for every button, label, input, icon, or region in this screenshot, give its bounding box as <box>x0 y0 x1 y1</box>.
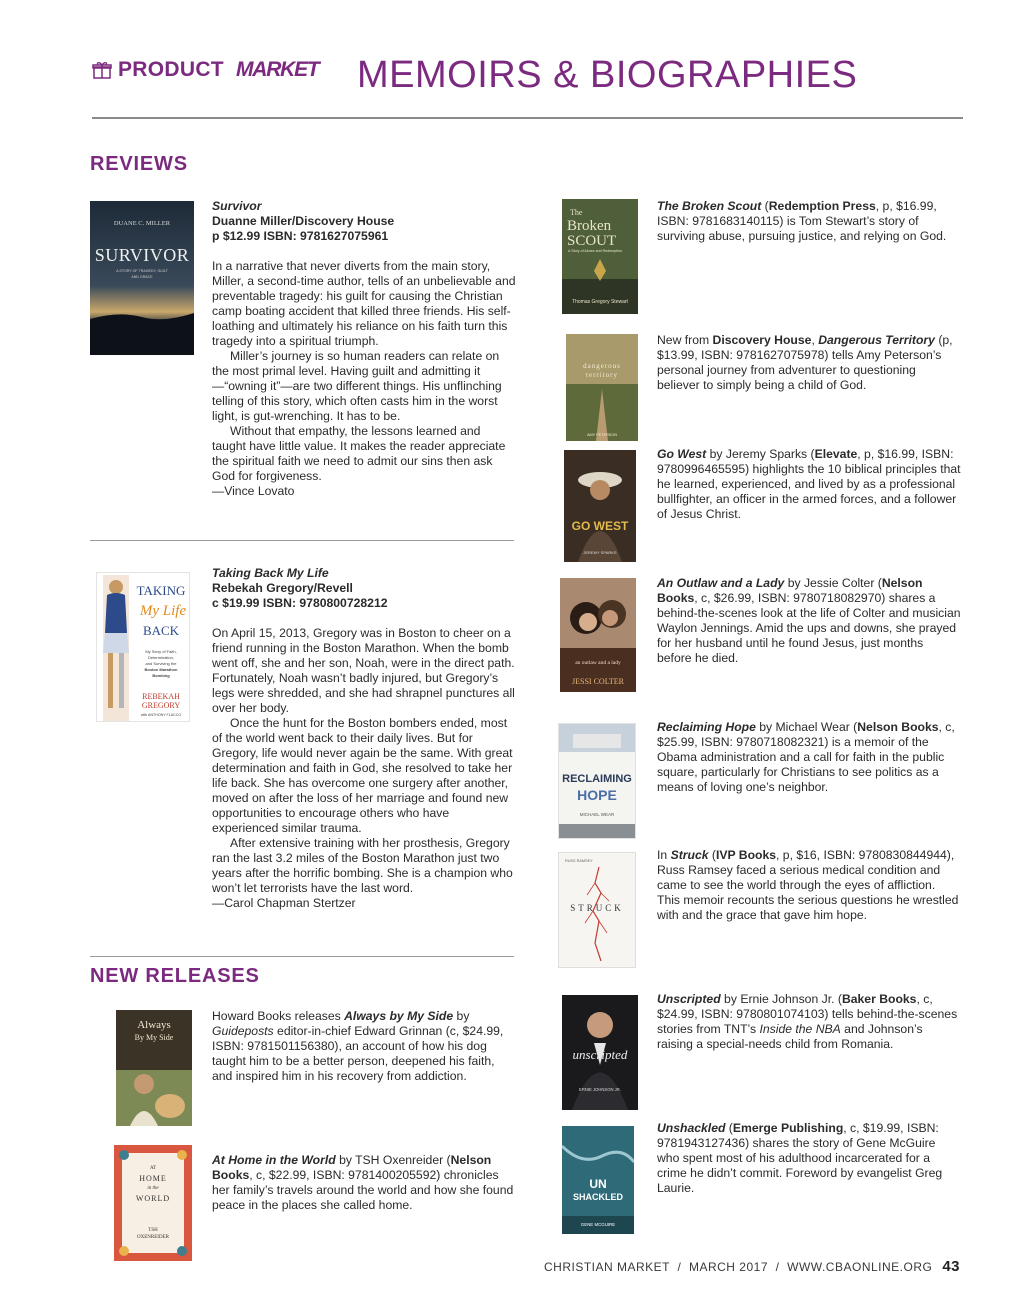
taking-back-cover-a2: GREGORY <box>141 701 181 710</box>
review-survivor-author: Duanne Miller/Discovery House <box>212 214 395 228</box>
taking-back-cover <box>96 572 190 722</box>
header-logo <box>92 58 319 82</box>
review-survivor-p1: In a narrative that never diverts from the main story, Miller, a second-time author, tells of an unbelievable and preventable tragedy: his guilt for causing the Christian camp boating accident that killed three friends. His self-loathing and ultimately his reliance on his faith turn this tragedy into a spiritual triumph. <box>212 259 516 348</box>
release-reclaiming-title: Reclaiming Hope <box>657 720 756 734</box>
release-broken-scout-open: ( <box>761 199 769 213</box>
release-struck-rest: , p, $16, ISBN: 9780830844944), Russ Ramsey faced a serious medical condition and came to see the world through the eyes of affliction. This memoir recounts the serious questions he wrestled with and the grace that gave him hope. <box>657 848 959 922</box>
release-unscripted-title: Unscripted <box>657 992 721 1006</box>
struck-cover-title: STRUCK <box>570 903 624 913</box>
struck-cover <box>558 852 636 968</box>
release-struck <box>657 848 961 923</box>
release-reclaiming-pub: Nelson Books <box>857 720 939 734</box>
release-broken-scout-pub: Redemption Press <box>768 199 876 213</box>
review-taking-back-title: Taking Back My Life <box>212 566 329 580</box>
release-dangerous-lead: New from <box>657 333 713 347</box>
dangerous-territory-cover-t2: territory <box>586 371 618 379</box>
survivor-cover-subtitle: A STORY OF TRAGEDY, GUILT <box>116 269 168 273</box>
release-dangerous-sep: , <box>811 333 819 347</box>
release-unscripted <box>657 992 961 1052</box>
release-go-west-title: Go West <box>657 447 707 461</box>
review-taking-back-p3: After extensive training with her prosthesis, Gregory ran the last 3.2 miles of the Boston Marathon just two years after the horrific bombing. She is a champion who won’t let terrorists have the last word. <box>212 836 513 895</box>
release-go-west-by: by Jeremy Sparks ( <box>706 447 815 461</box>
reclaiming-hope-cover-t2: HOPE <box>577 787 617 803</box>
unscripted-cover-title: unscripted <box>572 1047 628 1062</box>
outlaw-cover-title: an outlaw and a lady <box>575 660 621 666</box>
release-reclaiming-rest: , c, $25.99, ISBN: 9780718082321) is a memoir of the Obama administration and a call for faith in the public square, particularly for Christians to see politics as a means of loving one’s neighbor. <box>657 720 955 794</box>
at-home-cover-t1: AT <box>149 1166 157 1171</box>
release-broken-scout <box>657 199 961 244</box>
dangerous-territory-cover-author: AMY PETERSON <box>586 433 618 437</box>
survivor-cover-title: SURVIVOR <box>94 245 190 265</box>
release-dangerous-pub: Discovery House <box>712 333 812 347</box>
survivor-cover-author: DUANE C. MILLER <box>113 220 171 227</box>
release-struck-pub: IVP Books <box>715 848 777 862</box>
review-taking-back-reviewer: —Carol Chapman Stertzer <box>212 896 356 910</box>
always-cover <box>116 1010 192 1126</box>
footer-text: CHRISTIAN MARKET / MARCH 2017 / WWW.CBAONLINE.ORG <box>544 1260 933 1274</box>
logo-market: MARKET <box>235 58 319 81</box>
taking-back-cover-b3: and Surviving the <box>145 661 177 666</box>
release-reclaiming <box>657 720 961 795</box>
at-home-cover <box>114 1145 192 1261</box>
reviews-heading: REVIEWS <box>90 153 188 175</box>
review-survivor-p3: Without that empathy, the lessons learned and taught have little value. It makes the reader appreciate the spiritual faith we need to admit our sins then ask God for forgiveness. <box>212 424 506 483</box>
release-struck-title: Struck <box>670 848 709 862</box>
release-unscripted-pub: Baker Books <box>841 992 917 1006</box>
release-outlaw-rest: , c, $26.99, ISBN: 9780718082970) shares a behind-the-scenes look at the life of Colter and musician Waylon Jennings. Amid the ups and downs, she prayed for her husband until he found Jesus, just months before he died. <box>657 591 961 665</box>
review-survivor <box>212 199 516 499</box>
release-unshackled-rest: , c, $19.99, ISBN: 9781943127436) shares the story of Gene McGuire who spent most of his adulthood incarcerated for a crime he didn’t commit. Foreword by evangelist Greg Laurie. <box>657 1121 943 1195</box>
release-outlaw <box>657 576 961 666</box>
reclaiming-hope-cover-t1: RECLAIMING <box>562 773 632 785</box>
review-taking-back-author: Rebekah Gregory/Revell <box>212 581 353 595</box>
release-struck-lead: In <box>657 848 671 862</box>
outlaw-cover-author: JESSI COLTER <box>572 677 624 686</box>
taking-back-cover-t1: TAKING <box>136 583 186 598</box>
release-reclaiming-by: by Michael Wear ( <box>755 720 858 734</box>
release-unshackled-open: ( <box>725 1121 733 1135</box>
release-always-lead: Howard Books releases <box>212 1009 345 1023</box>
at-home-cover-t6: OXENREIDER <box>137 1235 169 1240</box>
page-title: MEMOIRS & BIOGRAPHIES <box>357 54 858 96</box>
release-go-west-pub: Elevate <box>814 447 858 461</box>
new-releases-heading: NEW RELEASES <box>90 965 260 987</box>
reclaiming-hope-cover-author: MICHAEL WEAR <box>579 812 615 817</box>
go-west-cover-title: GO WEST <box>571 519 629 533</box>
always-cover-t1: Always <box>137 1019 171 1031</box>
release-unscripted-rest: and Johnson’s raising a special-needs child from Romania. <box>657 1022 923 1051</box>
unshackled-cover <box>562 1126 634 1234</box>
gift-icon <box>92 60 112 80</box>
release-dangerous-title: Dangerous Territory <box>818 333 935 347</box>
release-at-home-by: by TSH Oxenreider ( <box>335 1153 451 1167</box>
release-outlaw-title: An Outlaw and a Lady <box>657 576 785 590</box>
release-broken-scout-title: The Broken Scout <box>657 199 762 213</box>
release-always <box>212 1009 516 1084</box>
taking-back-cover-b4: Boston Marathon <box>144 667 178 672</box>
release-dangerous-rest: (p, $13.99, ISBN: 9781627075978) tells Amy Peterson’s personal journey from adventurer to questioning believer to simply being a child of God. <box>657 333 953 392</box>
page-footer <box>544 1258 960 1275</box>
at-home-cover-t4: WORLD <box>135 1194 171 1203</box>
review-divider <box>90 540 514 541</box>
release-outlaw-by: by Jessie Colter ( <box>784 576 882 590</box>
header-divider <box>92 117 963 119</box>
review-taking-back-p2: Once the hunt for the Boston bombers ended, most of the world went back to their daily lives. But for Gregory, life would never again be the same. With great determination and faith in God, she resolved to take her life back. She has overcome one surgery after another, moved on after the loss of her marriage and found new opportunities to encourage others who have experienced similar trauma. <box>212 716 513 835</box>
unscripted-cover-author: ERNIE JOHNSON JR. <box>579 1087 621 1092</box>
go-west-cover <box>564 450 636 562</box>
taking-back-cover-t3: BACK <box>142 623 180 638</box>
dangerous-territory-cover <box>566 334 638 441</box>
unshackled-cover-t2: SHACKLED <box>572 1192 624 1202</box>
at-home-cover-t2: HOME <box>139 1174 167 1183</box>
release-at-home-pub: Nelson Books <box>212 1153 492 1182</box>
release-unshackled <box>657 1121 961 1196</box>
release-at-home <box>212 1153 516 1213</box>
review-taking-back-price: c $19.99 ISBN: 9780800728212 <box>212 596 388 610</box>
survivor-cover-subtitle2: AND GRACE <box>131 275 153 279</box>
at-home-cover-t5: TSH <box>148 1228 158 1233</box>
unscripted-cover <box>562 995 638 1110</box>
survivor-cover <box>90 201 194 355</box>
release-broken-scout-rest: , p, $16.99, ISBN: 9781683140115) is Tom Stewart’s story of surviving abuse, pursuing justice, and relying on God. <box>657 199 947 243</box>
review-taking-back-p1: On April 15, 2013, Gregory was in Boston to cheer on a friend running in the Boston Marathon. When the bomb went off, she and her son, Noah, were in the direct path. Fortunately, Noah wasn’t badly injured, but Gregory’s legs were shredded, and she had shrapnel punctures all over her body. <box>212 626 515 715</box>
taking-back-cover-b1: My Story of Faith, <box>145 649 177 654</box>
broken-scout-cover-t2: Broken <box>567 218 612 234</box>
taking-back-cover-a1: REBEKAH <box>142 692 180 701</box>
always-cover-t2: By My Side <box>134 1033 174 1042</box>
broken-scout-cover-t3: SCOUT <box>567 233 617 249</box>
outlaw-cover <box>560 578 636 692</box>
unshackled-cover-t1: UN <box>589 1177 607 1191</box>
struck-cover-author: RUSS RAMSEY <box>565 859 593 863</box>
unshackled-cover-author: GENE MCGUIRE <box>580 1222 616 1227</box>
page-number: 43 <box>942 1258 961 1275</box>
release-unscripted-by: by Ernie Johnson Jr. ( <box>720 992 842 1006</box>
release-unshackled-pub: Emerge Publishing <box>732 1121 844 1135</box>
release-go-west <box>657 447 961 522</box>
release-go-west-rest: , p, $16.99, ISBN: 9780996465595) highlights the 10 biblical principles that he learned, experienced, and lived by as a professional bullfighter, an officer in the armed forces, and a follower of Jesus Christ. <box>657 447 961 521</box>
review-survivor-reviewer: —Vince Lovato <box>212 484 295 498</box>
reclaiming-hope-cover <box>558 723 636 839</box>
release-unscripted-ital: Inside the NBA <box>759 1022 841 1036</box>
review-survivor-title: Survivor <box>212 199 262 213</box>
release-dangerous <box>657 333 961 393</box>
broken-scout-cover-t1: The <box>570 208 583 217</box>
new-releases-divider <box>90 956 514 957</box>
release-unscripted-mid: , c, $24.99, ISBN: 9780801074103) tells behind-the-scenes stories from TNT’s <box>657 992 958 1036</box>
review-taking-back <box>212 566 516 911</box>
release-unshackled-title: Unshackled <box>657 1121 726 1135</box>
broken-scout-cover-author: Thomas Gregory Stewart <box>572 299 628 305</box>
review-survivor-price: p $12.99 ISBN: 9781627075961 <box>212 229 389 243</box>
taking-back-cover-b5: Bombing <box>152 673 170 678</box>
taking-back-cover-t2: My Life <box>139 603 187 619</box>
go-west-cover-author: JEREMY SPARKS <box>583 550 617 555</box>
release-always-by: by <box>453 1009 470 1023</box>
dangerous-territory-cover-t1: dangerous <box>583 362 621 370</box>
release-outlaw-pub: Nelson Books <box>657 576 923 605</box>
release-struck-open: ( <box>708 848 716 862</box>
taking-back-cover-with: with ANTHONY FLACCO <box>140 713 182 717</box>
review-survivor-p2: Miller’s journey is so human readers can relate on the most primal level. Having guilt and admitting it—“owning it”—are two different things. His unflinching telling of this story, which often casts him in the worst light, is gut-wrenching. It has to be. <box>212 349 502 423</box>
release-always-title: Always by My Side <box>344 1009 454 1023</box>
release-always-rest: editor-in-chief Edward Grinnan (c, $24.99, ISBN: 9781501156380), an account of how his dog taught him to be a better person, deepened his faith, and inspired him in his recovery from addiction. <box>212 1024 504 1083</box>
broken-scout-cover <box>562 199 638 314</box>
release-at-home-title: At Home in the World <box>212 1153 336 1167</box>
logo-product: PRODUCT <box>118 58 224 81</box>
taking-back-cover-b2: Determination, <box>147 655 175 660</box>
broken-scout-cover-sub: A Story of Abuse and Redemption <box>568 249 622 253</box>
at-home-cover-t3: in the <box>147 1186 159 1191</box>
release-always-pub: Guideposts <box>212 1024 274 1038</box>
release-at-home-rest: , c, $22.99, ISBN: 9781400205592) chronicles her family’s travels around the world and how she found peace in the places she called home. <box>212 1168 514 1212</box>
